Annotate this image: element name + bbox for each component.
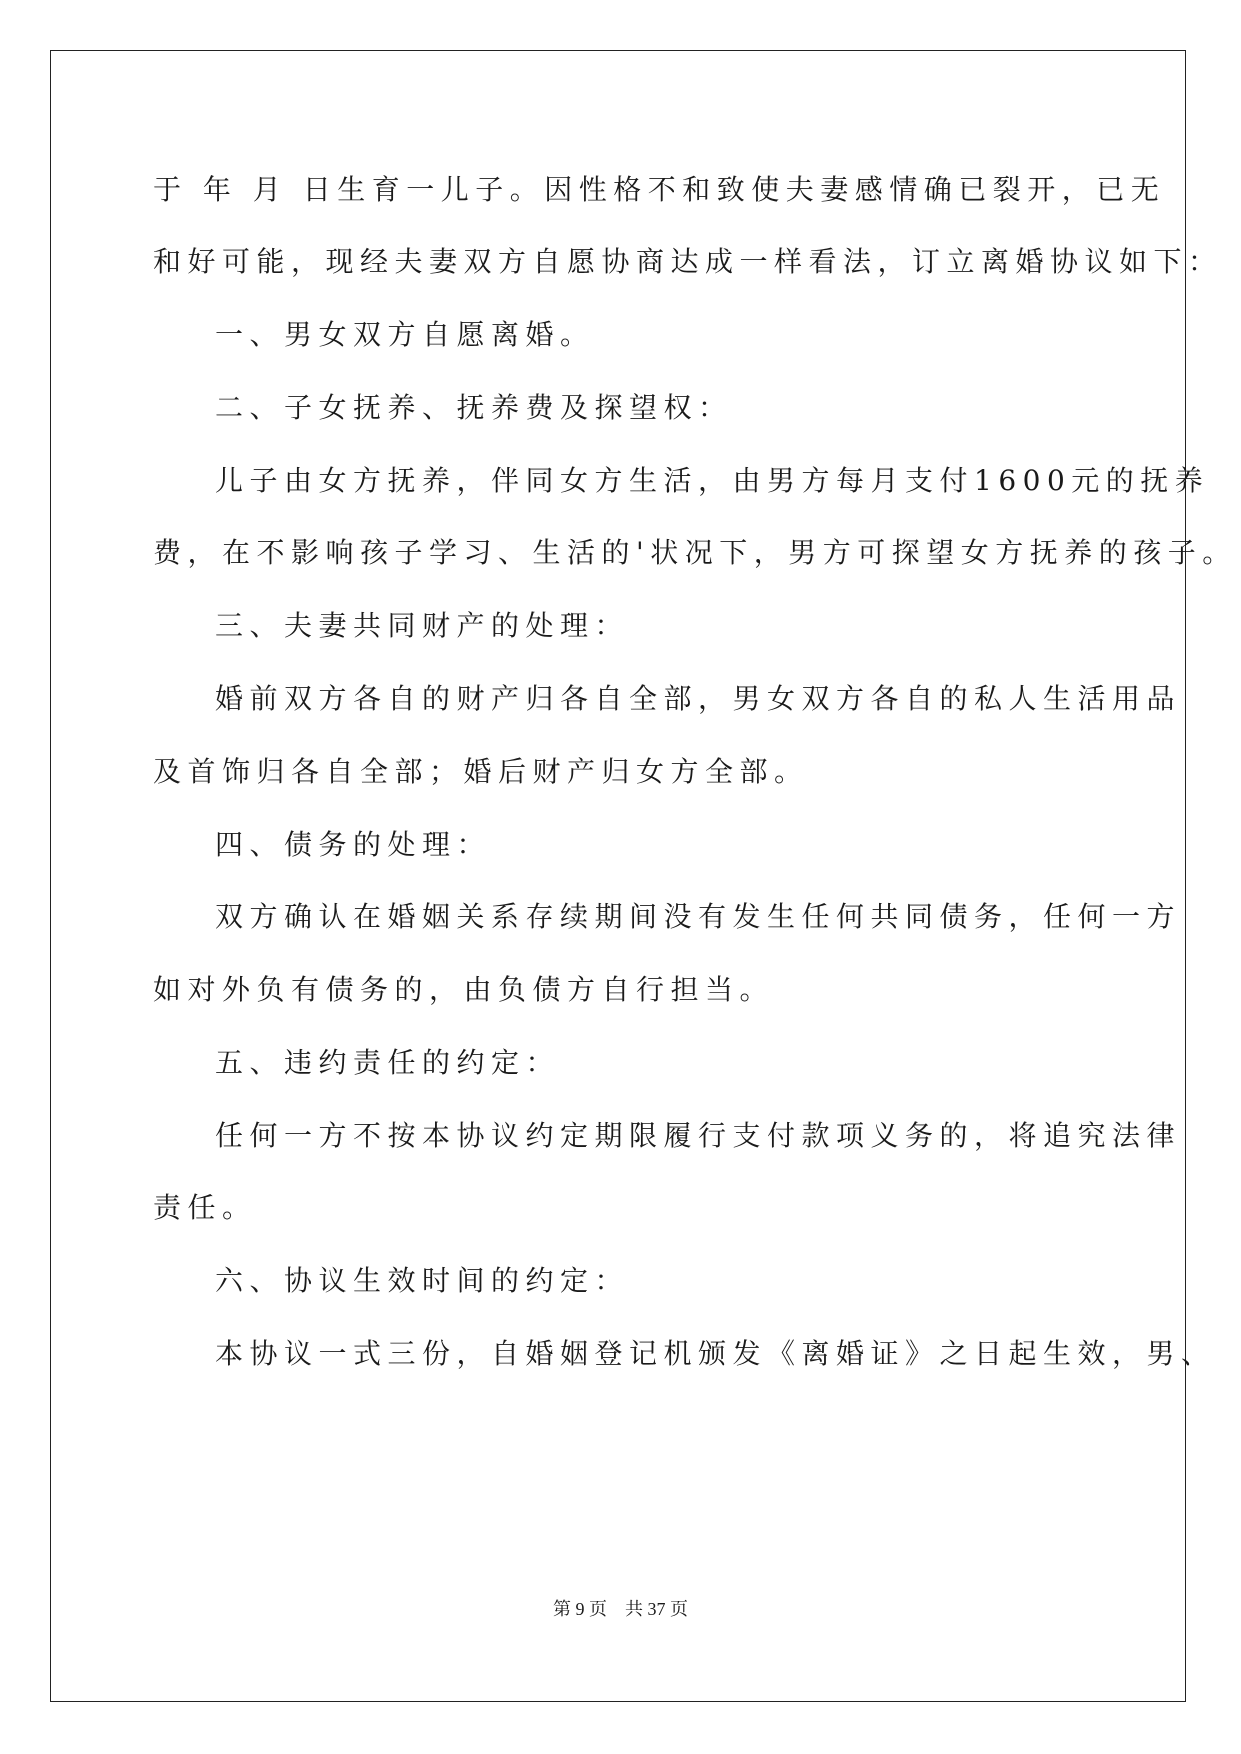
paragraph-line: 婚前双方各自的财产归各自全部，男女双方各自的私人生活用品 bbox=[215, 682, 1182, 715]
paragraph-line: 及首饰归各自全部；婚后财产归女方全部。 bbox=[153, 755, 809, 788]
paragraph-line: 责任。 bbox=[153, 1191, 257, 1224]
paragraph-line: 于 年 月 日生育一儿子。因性格不和致使夫妻感情确已裂开，已无 bbox=[153, 173, 1166, 206]
paragraph-line: 费，在不影响孩子学习、生活的'状况下，男方可探望女方抚养的孩子。 bbox=[153, 536, 1237, 569]
paragraph-line: 任何一方不按本协议约定期限履行支付款项义务的，将追究法律 bbox=[215, 1119, 1182, 1152]
paragraph-line: 和好可能，现经夫妻双方自愿协商达成一样看法，订立离婚协议如下： bbox=[153, 245, 1223, 278]
paragraph-line: 本协议一式三份，自婚姻登记机颁发《离婚证》之日起生效，男、 bbox=[215, 1337, 1216, 1370]
paragraph-line: 儿子由女方抚养，伴同女方生活，由男方每月支付1600元的抚养 bbox=[215, 464, 1210, 497]
section-heading: 五、违约责任的约定： bbox=[215, 1046, 561, 1079]
page-border bbox=[50, 50, 1186, 1702]
paragraph-line: 双方确认在婚姻关系存续期间没有发生任何共同债务，任何一方 bbox=[215, 900, 1182, 933]
page-number: 第 9 页 共 37 页 bbox=[553, 1599, 688, 1619]
section-heading: 二、子女抚养、抚养费及探望权： bbox=[215, 391, 733, 424]
section-heading: 三、夫妻共同财产的处理： bbox=[215, 609, 630, 642]
section-heading: 六、协议生效时间的约定： bbox=[215, 1264, 630, 1297]
section-heading: 四、债务的处理： bbox=[215, 828, 492, 861]
paragraph-line: 如对外负有债务的，由负债方自行担当。 bbox=[153, 973, 775, 1006]
section-heading: 一、男女双方自愿离婚。 bbox=[215, 318, 595, 351]
